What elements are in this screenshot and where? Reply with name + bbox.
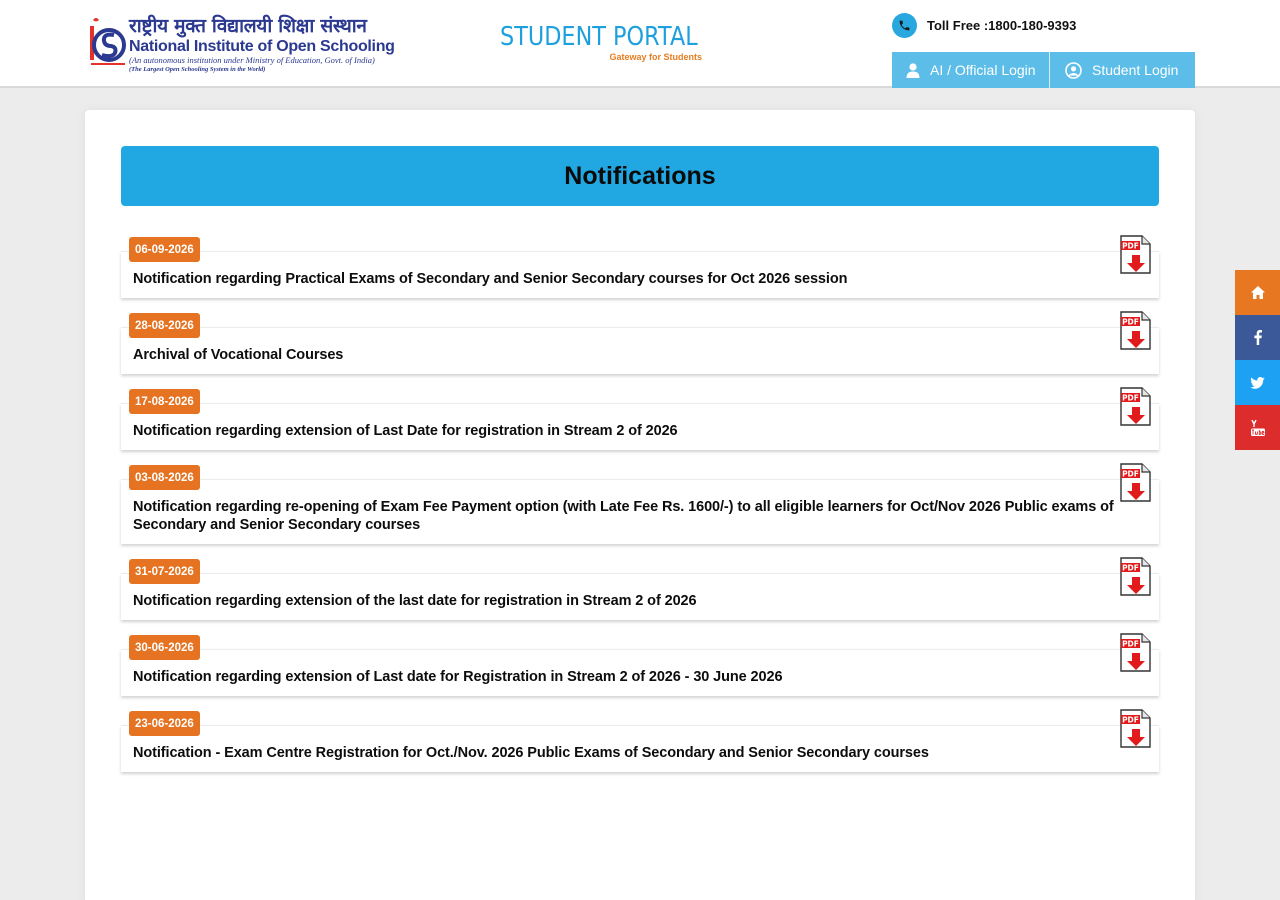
pdf-download-icon[interactable] [1120, 709, 1151, 749]
home-icon [1251, 286, 1265, 299]
twitter-button[interactable] [1235, 360, 1280, 405]
svg-text:PDF: PDF [1122, 469, 1139, 479]
svg-text:PDF: PDF [1122, 639, 1139, 649]
site-header [0, 0, 1280, 88]
youtube-icon [1251, 420, 1265, 436]
pdf-download-icon[interactable] [1120, 311, 1151, 351]
notification-item [121, 317, 1159, 374]
notifications-banner [121, 146, 1159, 206]
pdf-download-icon[interactable] [1120, 463, 1151, 503]
main-card [85, 110, 1195, 900]
notification-title-link[interactable]: Notification - Exam Centre Registration for Oct./Nov. 2026 Public Exams of Secondary and Senior Secondary courses [133, 745, 929, 761]
notification-title-link[interactable]: Notification regarding extension of Last date for Registration in Stream 2 of 2026 - 30 June 2026 [133, 669, 783, 685]
svg-text:PDF: PDF [1122, 715, 1139, 725]
user-icon [906, 63, 920, 78]
svg-text:PDF: PDF [1122, 241, 1139, 251]
nios-emblem-icon [87, 16, 127, 70]
date-badge: 03-08-2026 [129, 465, 200, 490]
notification-item [121, 715, 1159, 772]
svg-text:PDF: PDF [1122, 393, 1139, 403]
notification-title-link[interactable]: Notification regarding extension of the last date for registration in Stream 2 of 2026 [133, 593, 697, 609]
logo-hindi-name: राष्ट्रीय मुक्त विद्यालयी शिक्षा संस्थान [129, 15, 367, 37]
pdf-download-icon[interactable] [1120, 557, 1151, 597]
nios-logo[interactable] [87, 14, 407, 74]
student-login-button[interactable] [1050, 52, 1195, 88]
svg-text:PDF: PDF [1122, 563, 1139, 573]
portal-subtitle: Gateway for Students [609, 52, 702, 62]
pdf-download-icon[interactable] [1120, 387, 1151, 427]
phone-icon [892, 13, 917, 38]
toll-free-number: Toll Free :1800-180-9393 [927, 17, 1077, 33]
pdf-download-icon[interactable] [1120, 235, 1151, 275]
date-badge: 17-08-2026 [129, 389, 200, 414]
date-badge: 06-09-2026 [129, 237, 200, 262]
facebook-button[interactable] [1235, 315, 1280, 360]
login-bar [892, 52, 1195, 88]
toll-free [892, 12, 1076, 38]
notification-title-link[interactable]: Notification regarding re-opening of Exam Fee Payment option (with Late Fee Rs. 1600/-) to all eligible learners for Oct/Nov 2026 Public exams of Secondary and Senior Secondary courses [133, 499, 1114, 533]
pdf-download-icon[interactable] [1120, 633, 1151, 673]
svg-text:PDF: PDF [1122, 317, 1139, 327]
portal-title: STUDENT PORTAL [500, 22, 698, 52]
notification-title-link[interactable]: Notification regarding Practical Exams of Secondary and Senior Secondary courses for Oct 2026 session [133, 271, 848, 287]
facebook-icon [1254, 330, 1262, 345]
logo-tagline: (The Largest Open Schooling System in the World) [129, 66, 266, 73]
ai-official-login-button[interactable] [892, 52, 1050, 88]
notification-list [121, 241, 1159, 772]
notification-item [121, 393, 1159, 450]
home-button[interactable] [1235, 270, 1280, 315]
portal-brand [500, 22, 702, 62]
youtube-button[interactable] [1235, 405, 1280, 450]
notification-item [121, 241, 1159, 298]
logo-english-name [129, 38, 395, 55]
notification-item [121, 469, 1159, 544]
page-title: Notifications [564, 161, 716, 190]
logo-english-prefix: National Institute of [129, 38, 277, 55]
notification-title-link[interactable]: Notification regarding extension of Last Date for registration in Stream 2 of 2026 [133, 423, 678, 439]
student-login-label: Student Login [1092, 62, 1179, 78]
date-badge: 28-08-2026 [129, 313, 200, 338]
social-sidebar [1235, 270, 1280, 450]
notification-item [121, 639, 1159, 696]
user-circle-icon [1065, 62, 1082, 79]
date-badge: 30-06-2026 [129, 635, 200, 660]
notification-title-link[interactable]: Archival of Vocational Courses [133, 347, 344, 363]
logo-english-bold: Open Schooling [276, 38, 395, 55]
logo-subtitle: (An autonomous institution under Ministry of Education, Govt. of India) [129, 55, 375, 65]
date-badge: 31-07-2026 [129, 559, 200, 584]
notification-item [121, 563, 1159, 620]
date-badge: 23-06-2026 [129, 711, 200, 736]
twitter-icon [1250, 377, 1265, 389]
ai-official-login-label: AI / Official Login [930, 62, 1036, 78]
